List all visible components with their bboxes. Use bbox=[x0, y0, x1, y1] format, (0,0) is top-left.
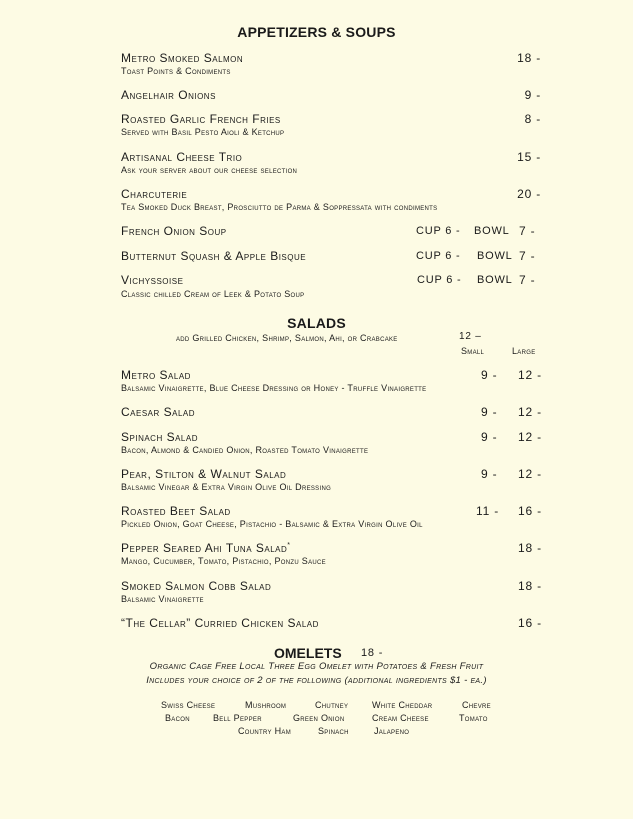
soup-bowl-price: 7 - bbox=[519, 249, 536, 263]
salad-description: Mango, Cucumber, Tomato, Pistachio, Ponzu Sauce bbox=[121, 556, 326, 566]
soup-description: Classic chilled Cream of Leek & Potato Soup bbox=[121, 289, 305, 299]
item-price: 15 - bbox=[517, 150, 541, 164]
omelet-option: Country Ham bbox=[238, 726, 292, 736]
item-name: Angelhair Onions bbox=[121, 88, 216, 102]
soup-cup-price: CUP 6 - bbox=[416, 250, 461, 262]
soup-bowl-price: 7 - bbox=[519, 224, 536, 238]
soup-bowl-label: BOWL bbox=[477, 250, 513, 262]
omelet-option: Green Onion bbox=[293, 713, 345, 723]
omelets-price: 18 - bbox=[361, 647, 384, 659]
omelets-heading: OMELETS bbox=[274, 645, 342, 661]
salad-description: Pickled Onion, Goat Cheese, Pistachio - Balsamic & Extra Virgin Olive Oil bbox=[121, 519, 423, 529]
salads-heading: SALADS bbox=[287, 315, 346, 331]
item-description: Toast Points & Condiments bbox=[121, 66, 231, 76]
omelet-option: Bell Pepper bbox=[213, 713, 262, 723]
item-price: 8 - bbox=[524, 112, 541, 126]
salad-small-price: 9 - bbox=[481, 467, 498, 481]
column-large-label: Large bbox=[512, 346, 536, 356]
salad-small-price: 9 - bbox=[481, 368, 498, 382]
item-description: Tea Smoked Duck Breast, Prosciutto de Parma & Soppressata with condiments bbox=[121, 202, 438, 212]
salad-small-price: 9 - bbox=[481, 405, 498, 419]
salad-name bbox=[121, 541, 291, 555]
column-small-label: Small bbox=[461, 346, 485, 356]
salad-name: “The Cellar” Curried Chicken Salad bbox=[121, 616, 319, 630]
item-price: 9 - bbox=[524, 88, 541, 102]
soup-bowl-label: BOWL bbox=[474, 225, 510, 237]
salad-large-price: 12 - bbox=[518, 467, 542, 481]
soup-cup-price: CUP 6 - bbox=[416, 225, 461, 237]
item-description: Ask your server about our cheese selection bbox=[121, 165, 298, 175]
salad-name: Metro Salad bbox=[121, 368, 191, 382]
omelet-option: Tomato bbox=[459, 713, 488, 723]
omelets-choice-note: Includes your choice of 2 of the following (additional ingredients $1 - ea.) bbox=[146, 675, 487, 686]
salad-name: Caesar Salad bbox=[121, 405, 196, 419]
item-name: Roasted Garlic French Fries bbox=[121, 112, 281, 126]
omelet-option: White Cheddar bbox=[372, 700, 433, 710]
omelet-option: Mushroom bbox=[245, 700, 287, 710]
salad-name: Smoked Salmon Cobb Salad bbox=[121, 579, 272, 593]
salad-large-price: 16 - bbox=[518, 616, 542, 630]
item-name: Metro Smoked Salmon bbox=[121, 51, 244, 65]
omelet-option: Cream Cheese bbox=[372, 713, 429, 723]
appetizers-heading: APPETIZERS & SOUPS bbox=[237, 24, 396, 40]
salad-small-price: 11 - bbox=[476, 504, 499, 518]
item-name: Artisanal Cheese Trio bbox=[121, 150, 243, 164]
salad-name: Pear, Stilton & Walnut Salad bbox=[121, 467, 287, 481]
salad-description: Balsamic Vinaigrette, Blue Cheese Dressing or Honey - Truffle Vinaigrette bbox=[121, 383, 427, 393]
salad-name-text: Pepper Seared Ahi Tuna Salad bbox=[121, 541, 288, 555]
salad-large-price: 18 - bbox=[518, 541, 542, 555]
salad-description: Balsamic Vinaigrette bbox=[121, 594, 204, 604]
item-price: 18 - bbox=[517, 51, 541, 65]
omelet-option: Chevre bbox=[462, 700, 491, 710]
omelet-option: Swiss Cheese bbox=[161, 700, 216, 710]
omelet-option: Spinach bbox=[318, 726, 349, 736]
omelet-option: Jalapeno bbox=[374, 726, 410, 736]
salad-description: Bacon, Almond & Candied Onion, Roasted Tomato Vinaigrette bbox=[121, 445, 369, 455]
salad-large-price: 16 - bbox=[518, 504, 542, 518]
soup-name: Butternut Squash & Apple Bisque bbox=[121, 249, 307, 263]
salad-large-price: 12 - bbox=[518, 430, 542, 444]
salad-small-price: 9 - bbox=[481, 430, 498, 444]
salad-large-price: 12 - bbox=[518, 368, 542, 382]
salad-large-price: 12 - bbox=[518, 405, 542, 419]
salad-name: Roasted Beet Salad bbox=[121, 504, 231, 518]
omelet-option: Chutney bbox=[315, 700, 349, 710]
raw-warning-mark: * bbox=[287, 542, 291, 549]
salad-addon-note: add Grilled Chicken, Shrimp, Salmon, Ahi, or Crabcake bbox=[176, 333, 398, 343]
soup-bowl-price: 7 - bbox=[519, 273, 536, 287]
soup-name: French Onion Soup bbox=[121, 224, 227, 238]
salad-large-price: 18 - bbox=[518, 579, 542, 593]
item-description: Served with Basil Pesto Aioli & Ketchup bbox=[121, 127, 285, 137]
omelets-description: Organic Cage Free Local Three Egg Omelet with Potatoes & Fresh Fruit bbox=[149, 661, 484, 672]
item-name: Charcuterie bbox=[121, 187, 188, 201]
soup-bowl-label: BOWL bbox=[477, 274, 513, 286]
salad-addon-price: 12 – bbox=[459, 331, 482, 342]
soup-name: Vichyssoise bbox=[121, 273, 184, 287]
item-price: 20 - bbox=[517, 187, 541, 201]
salad-description: Balsamic Vinegar & Extra Virgin Olive Oil Dressing bbox=[121, 482, 332, 492]
omelet-option: Bacon bbox=[165, 713, 190, 723]
soup-cup-price: CUP 6 - bbox=[417, 274, 462, 286]
salad-name: Spinach Salad bbox=[121, 430, 198, 444]
